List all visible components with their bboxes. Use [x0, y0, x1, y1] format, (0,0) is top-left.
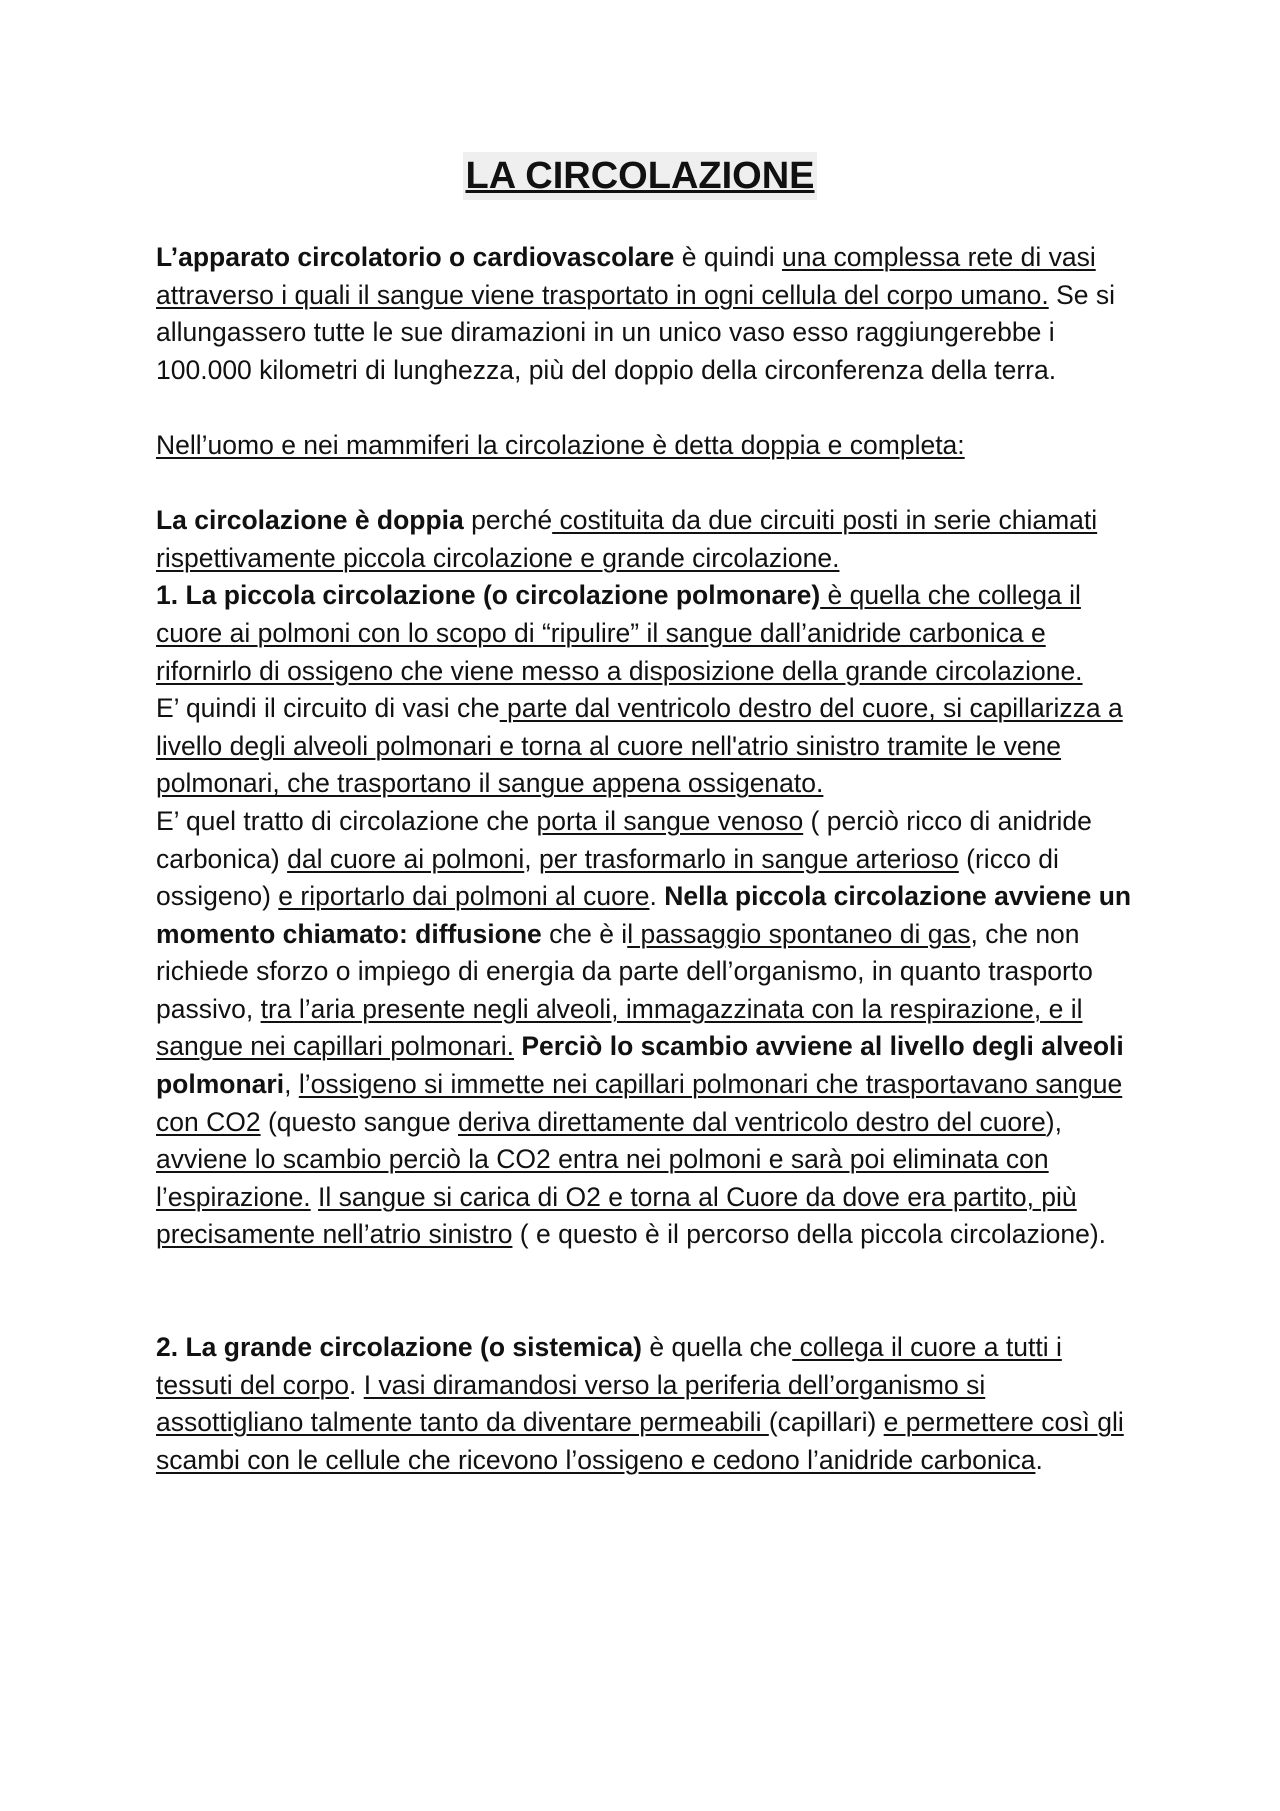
page-title: LA CIRCOLAZIONE: [463, 152, 816, 200]
bold-term: Perciò lo scambio avviene al livello degli alveoli polmonari: [156, 1031, 1124, 1100]
underlined-text: I vasi diramandosi verso la periferia dell’organismo si assottigliano talmente tanto da diventare permeabili: [156, 1369, 986, 1438]
text-span: .: [348, 1369, 364, 1400]
paragraph-gap: [156, 465, 1136, 503]
paragraph-doppia: [156, 502, 1136, 577]
underlined-text: parte dal ventricolo destro del cuore, si capillarizza a livello degli alveoli polmonari e torna al cuore nell'atrio sinistro tramite le vene polmonari, che trasportano il sangue appena ossigenato.: [156, 693, 1123, 799]
title-wrapper: [0, 152, 1280, 200]
text-span: (capillari): [768, 1407, 884, 1438]
underlined-text: dal cuore ai polmoni: [287, 843, 525, 874]
underlined-text: deriva direttamente dal ventricolo destro del cuore: [458, 1106, 1046, 1137]
paragraph-doppia-completa: [156, 427, 1136, 465]
underlined-text: l passaggio spontaneo di gas: [627, 918, 971, 949]
underlined-text: collega il cuore a tutti i tessuti del corpo: [156, 1332, 1062, 1400]
paragraph-circuito-vasi: [156, 690, 1136, 803]
paragraph-piccola-circolazione: [156, 577, 1136, 690]
text-span: che è i: [541, 918, 628, 949]
text-span: ( perciò ricco di anidride carbonica): [156, 805, 1092, 874]
bold-term: 2. La grande circolazione (o sistemica): [156, 1332, 642, 1363]
text-span: perché: [463, 505, 553, 536]
underlined-text: costituita da due circuiti posti in serie chiamati rispettivamente piccola circolazione e grande circolazione.: [156, 505, 1098, 573]
underlined-text: è quella che collega il cuore ai polmoni con lo scopo di “ripulire” il sangue dall’anidride carbonica e rifornirlo di ossigeno che viene messo a disposizione della grande circolazione.: [156, 580, 1083, 686]
text-span: E’ quindi il circuito di vasi che: [156, 693, 500, 724]
underlined-text: Nell’uomo e nei mammiferi la circolazione è detta doppia e completa:: [156, 429, 965, 460]
text-span: ),: [1045, 1106, 1062, 1137]
bold-term: L’apparato circolatorio o cardiovascolare: [156, 242, 675, 272]
underlined-text: Il sangue si carica di O2 e torna al Cuore da dove era partito, più precisamente nell’atrio sinistro: [156, 1181, 1077, 1250]
text-span: (questo sangue: [260, 1106, 458, 1137]
text-span: ,: [284, 1069, 299, 1100]
bold-term: 1. La piccola circolazione (o circolazione polmonare): [156, 580, 821, 611]
text-span: .: [1035, 1444, 1043, 1475]
underlined-text: avviene lo scambio perciò la CO2 entra nei polmoni e sarà poi eliminata con l’espirazione.: [156, 1144, 1049, 1212]
text-span: è quindi: [674, 242, 782, 272]
underlined-text: per trasformarlo in sangue arterioso: [539, 843, 959, 874]
underlined-text: l’ossigeno si immette nei capillari polmonari che trasportavano sangue con CO2: [156, 1069, 1123, 1137]
paragraph-diffusione: [156, 803, 1136, 1254]
text-span: (ricco di ossigeno): [156, 843, 1059, 912]
document-body: [156, 239, 1136, 1479]
paragraph-gap: [156, 1254, 1136, 1329]
paragraph-intro: [156, 239, 1136, 389]
text-span: Se si allungassero tutte le sue diramazioni in un unico vaso esso raggiungerebbe i 100.000 kilometri di lunghezza, più del doppio della circonferenza della terra.: [156, 279, 1115, 385]
text-span: , che non richiede sforzo o impiego di energia da parte dell’organismo, in quanto trasporto passivo,: [156, 918, 1093, 1024]
text-span: [311, 1182, 318, 1212]
text-span: .: [649, 881, 665, 912]
underlined-text: e riportarlo dai polmoni al cuore: [278, 881, 650, 912]
paragraph-grande-circolazione: [156, 1329, 1136, 1479]
text-span: è quella che: [642, 1332, 793, 1363]
underlined-text: una complessa rete di vasi attraverso i quali il sangue viene trasportato in ogni cellula del corpo umano.: [156, 242, 1096, 310]
underlined-text: tra l’aria presente negli alveoli, immagazzinata con la respirazione, e il sangue nei capillari polmonari.: [156, 993, 1083, 1062]
underlined-text: porta il sangue venoso: [536, 805, 804, 836]
text-span: ,: [524, 843, 539, 874]
bold-term: Nella piccola circolazione avviene un momento chiamato: diffusione: [156, 881, 1132, 949]
text-span: E’ quel tratto di circolazione che: [156, 805, 537, 836]
text-span: ( e questo è il percorso della piccola circolazione).: [512, 1219, 1107, 1250]
bold-term: La circolazione è doppia: [156, 505, 464, 536]
underlined-text: e permettere così gli scambi con le cellule che ricevono l’ossigeno e cedono l’anidride carbonica: [156, 1407, 1124, 1475]
paragraph-gap: [156, 389, 1136, 427]
